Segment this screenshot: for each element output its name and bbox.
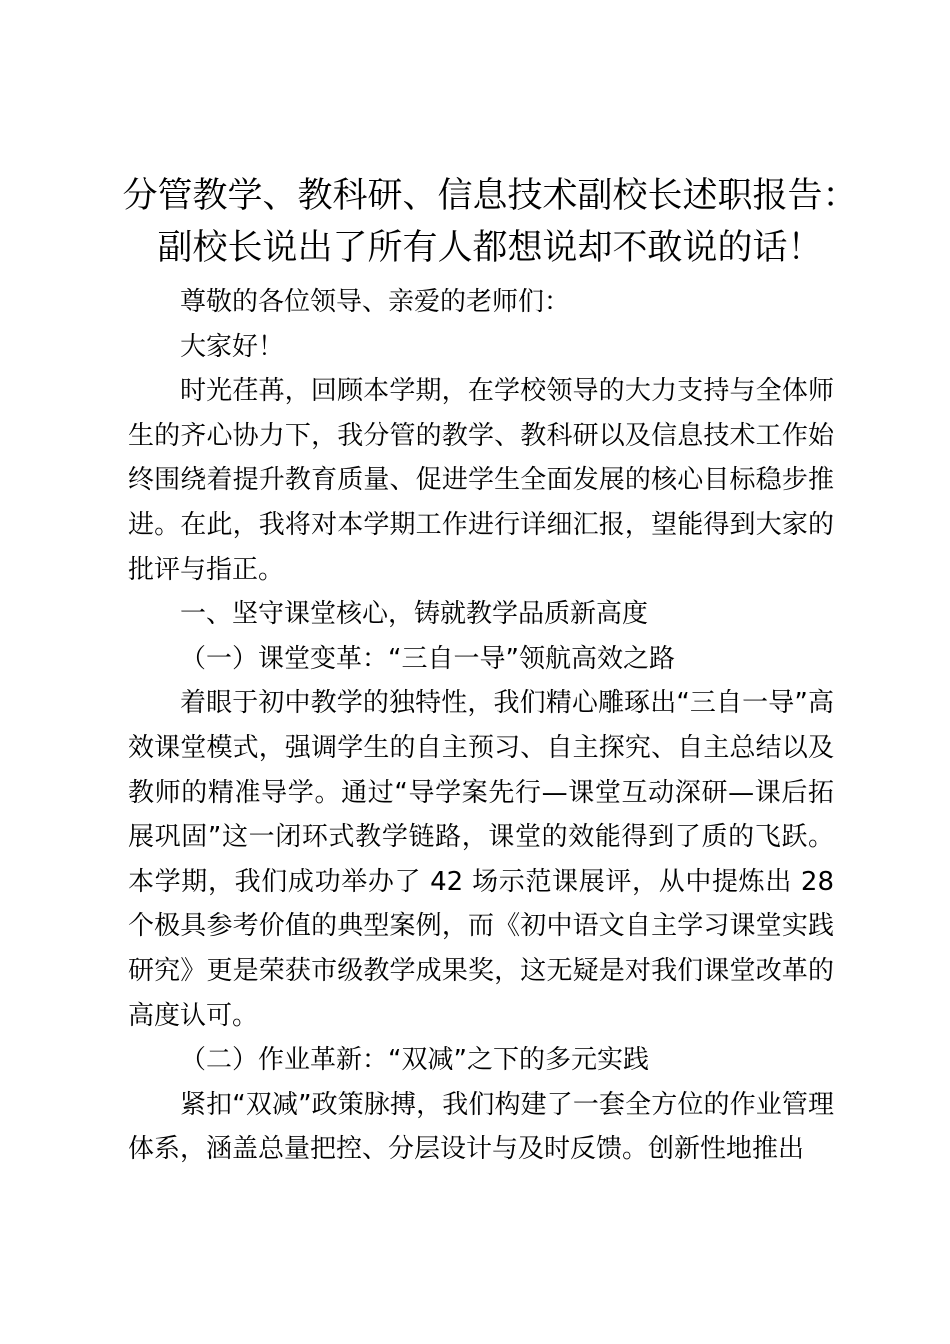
- intro-paragraph: 时光荏苒，回顾本学期，在学校领导的大力支持与全体师生的齐心协力下，我分管的教学、教科研以及信息技术工作始终围绕着提升教育质量、促进学生全面发展的核心目标稳步推进。在此，我将对本学期工作进行详细汇报，望能得到大家的批评与指正。: [128, 376, 834, 585]
- section-heading-1: 一、坚守课堂核心，铸就教学品质新高度: [180, 599, 649, 630]
- subsection-heading-1: （一）课堂变革：“三自一导”领航高效之路: [180, 643, 675, 674]
- homework-reform-paragraph: 紧扣“双减”政策脉搏，我们构建了一套全方位的作业管理体系，涵盖总量把控、分层设计与及时反馈。创新性地推出: [128, 1089, 834, 1165]
- classroom-reform-paragraph: 着眼于初中教学的独特性，我们精心雕琢出“三自一导”高效课堂模式，强调学生的自主预习、自主探究、自主总结以及教师的精准导学。通过“导学案先行—课堂互动深研—课后拓展巩固”这一闭环式教学链路，课堂的效能得到了质的飞跃。本学期，我们成功举办了 42 场示范课展评，从中提炼出 28 个极具参考价值的典型案例，而《初中语文自主学习课堂实践研究》更是荣获市级教学成果奖，这无疑是对我们课堂改革的高度认可。: [128, 688, 834, 1031]
- greeting: 大家好！: [180, 331, 285, 362]
- salutation: 尊敬的各位领导、亲爱的老师们：: [180, 287, 571, 317]
- document-title-line-2: 副校长说出了所有人都想说却不敢说的话！: [157, 228, 823, 268]
- subsection-heading-2: （二）作业革新：“双减”之下的多元实践: [180, 1045, 649, 1076]
- document-title-line-1: 分管教学、教科研、信息技术副校长述职报告：: [122, 176, 858, 216]
- document-body: [128, 280, 834, 1172]
